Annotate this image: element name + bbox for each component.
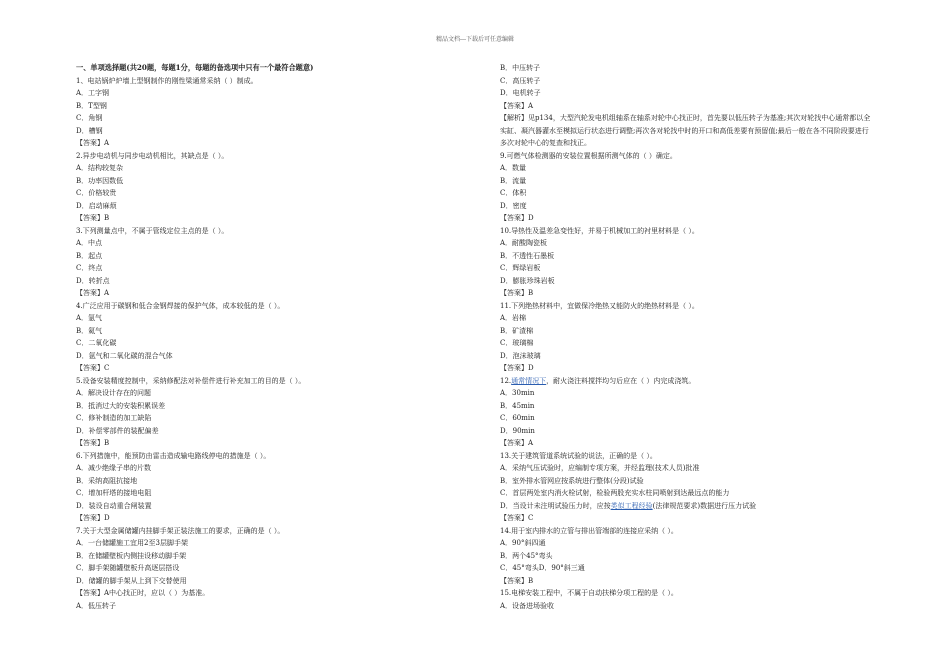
option-line: C．脚手架随罐壁板升高逐层搭设 <box>76 564 180 572</box>
option-line: C．玻璃棉 <box>500 339 534 347</box>
question-line: 13.关于建筑管道系统试验的说法，正确的是（ ）。 <box>500 451 657 460</box>
option-line: D．90min <box>500 426 535 435</box>
question-line: 11.下列绝热材料中，宜做保冷绝热又能防火的绝热材料是（ ）。 <box>500 301 699 310</box>
option-line: B．氦气 <box>76 326 103 335</box>
option-line: D．氩气和二氧化碳的混合气体 <box>76 351 173 360</box>
hyperlink[interactable]: 类似工程经验 <box>610 501 653 510</box>
option-line: A．氩气 <box>76 314 103 322</box>
option-line: B．T型钢 <box>76 101 107 110</box>
option-line: B．中压转子 <box>500 64 541 72</box>
answer-line: 【答案】A <box>76 139 110 147</box>
answer-line: 【答案】A <box>76 289 110 297</box>
option-line: C．终点 <box>76 264 103 272</box>
question-line: 10.导热性及温差急变性好，并易于机械加工的衬里材料是（ ）。 <box>500 226 699 235</box>
answer-line: 【答案】A <box>500 439 534 447</box>
question-line: 5.设备安装精度控制中，采纳修配法对补偿件进行补充加工的目的是（ ）。 <box>76 376 306 385</box>
option-line: B．流量 <box>500 176 527 185</box>
question-line: 4.广泛应用于碳钢和低合金钢焊接的保护气体，成本较低的是（ ）。 <box>76 301 285 310</box>
question-line: 9.可燃气体检测器的安装位置根据所测气体的（ ）确定。 <box>500 151 677 160</box>
answer-line: 【答案】C <box>500 514 534 522</box>
option-line: C．角钢 <box>76 114 103 122</box>
option-line: A．30min <box>500 389 535 397</box>
option-line: D．转折点 <box>76 276 110 285</box>
question-line: 3.下列测量点中，不属于管线定位主点的是（ ）。 <box>76 226 229 235</box>
answer-line: 【答案】D <box>500 364 534 372</box>
option-line: D．膨胀珍珠岩板 <box>500 276 555 285</box>
option-line: D．槽钢 <box>76 126 103 135</box>
answer-line: 【答案】B <box>76 439 110 447</box>
question-line: 1、电站锅炉炉墙上型钢制作的刚性梁通常采纳（ ）制成。 <box>76 76 258 85</box>
option-line: B．起点 <box>76 251 103 260</box>
answer-line: 【答案】A <box>500 101 534 110</box>
option-line: A．设备进场验收 <box>500 601 555 610</box>
question-line: 12.通常情况下，耐火浇注料搅拌均匀后应在（ ）内完成浇筑。 <box>500 376 696 385</box>
option-line: A．解决设计存在的问题 <box>76 389 152 397</box>
answer-line: 【答案】A中心找正时，应以（ ）为基准。 <box>76 589 210 597</box>
option-line: A．结构较复杂 <box>76 164 124 172</box>
page-header: 精品文档---下载后可任意编辑 <box>435 36 515 43</box>
option-line: A．数量 <box>500 164 527 172</box>
question-line: 14.用于室内排水的立管与排出管端部的连接应采纳（ ）。 <box>500 526 678 535</box>
option-line: D．补偿零部件的装配偏差 <box>76 426 159 435</box>
option-line: A．一台储罐施工宜用2至3层脚手架 <box>76 539 188 547</box>
answer-line: 【答案】D <box>76 514 110 522</box>
option-line: C．辉绿岩板 <box>500 264 541 272</box>
option-line: C．二氧化碳 <box>76 339 117 347</box>
option-line: A．采纳气压试验时，应编制专项方案，并经监理(技术人员)批准 <box>500 464 700 472</box>
option-line: B．两个45°弯头 <box>500 551 553 560</box>
explanation-paragraph: 【解析】见p134，大型汽轮发电机组轴系在轴系对轮中心找正时，首先要以低压转子为基准;其次对轮找中心通常都以全实缸、凝汽器灌水至模拟运行状态进行调整;再次各对轮找中时的开口和高低差要有预留值;最后一般在各不同阶段要进行多次对轮中心的复查和找正。 <box>500 114 871 147</box>
answer-line: 【答案】B <box>76 214 110 222</box>
option-line: C．高压转子 <box>500 76 541 85</box>
section-title: 一、单项选择题(共20题，每题1分，每题的备选项中只有一个最符合题意) <box>76 63 314 72</box>
option-line: C．增加杆塔的接地电阻 <box>76 489 152 497</box>
option-line: B．采纳高阻抗接地 <box>76 476 138 485</box>
option-line: A．耐酸陶瓷板 <box>500 239 548 247</box>
answer-line: 【答案】D <box>500 214 534 222</box>
option-line: C．修补制造的加工缺陷 <box>76 414 152 422</box>
left-column <box>76 62 476 612</box>
question-line: 7.关于大型金属储罐内挂脚手架正装法施工的要求，正确的是（ ）。 <box>76 526 285 535</box>
question-line: 15.电梯安装工程中，不属于自动扶梯分项工程的是（ ）。 <box>500 589 678 597</box>
option-line: A．减少绝缘子串的片数 <box>76 464 152 472</box>
option-line: A．中点 <box>76 239 103 247</box>
option-line: D．启动麻烦 <box>76 201 117 210</box>
question-line: 2.异步电动机与同步电动机相比，其缺点是（ ）。 <box>76 151 229 160</box>
option-line: B．室外排水管网应按系统进行整体(分段)试验 <box>500 476 644 485</box>
option-line: D．储罐的脚手架从上到下交替使用 <box>76 576 187 585</box>
answer-line: 【答案】B <box>500 289 534 297</box>
option-line: B．45min <box>500 401 535 410</box>
option-line: D．密度 <box>500 201 527 210</box>
option-line: D．当设计未注明试验压力时，应按类似工程经验(法律规范要求)数据进行压力试验 <box>500 501 757 510</box>
option-line: A．工字钢 <box>76 89 110 97</box>
option-line: B．功率因数低 <box>76 176 124 185</box>
hyperlink[interactable]: 通常情况下 <box>511 376 547 385</box>
option-line: B．不透性石墨板 <box>500 251 555 260</box>
option-line: B．矿渣棉 <box>500 326 534 335</box>
option-line: D．泡沫玻璃 <box>500 351 541 360</box>
option-line: C．价格较贵 <box>76 189 117 197</box>
option-line: A．岩棉 <box>500 314 527 322</box>
option-line: C．体积 <box>500 189 527 197</box>
question-line: 6.下列措施中，能预防由雷击造成输电路线停电的措施是（ ）。 <box>76 451 271 460</box>
answer-line: 【答案】C <box>76 364 110 372</box>
answer-line: 【答案】B <box>500 576 534 585</box>
option-line: B．在储罐壁板内侧挂设移动脚手架 <box>76 551 187 560</box>
option-line: D．装设自动重合闸装置 <box>76 501 152 510</box>
option-line: C．60min <box>500 414 535 422</box>
option-line: A．低压转子 <box>76 601 117 610</box>
option-line: C．45°弯头D．90°斜三通 <box>500 564 585 572</box>
option-line: B．抵消过大的安装积累误差 <box>76 401 166 410</box>
option-line: D．电机转子 <box>500 89 541 97</box>
option-line: A．90°斜四通 <box>500 539 546 547</box>
right-column <box>500 62 872 612</box>
option-line: C．首层两处室内消火栓试射，检验两股充实水柱同喷射到达最远点的能力 <box>500 489 730 497</box>
